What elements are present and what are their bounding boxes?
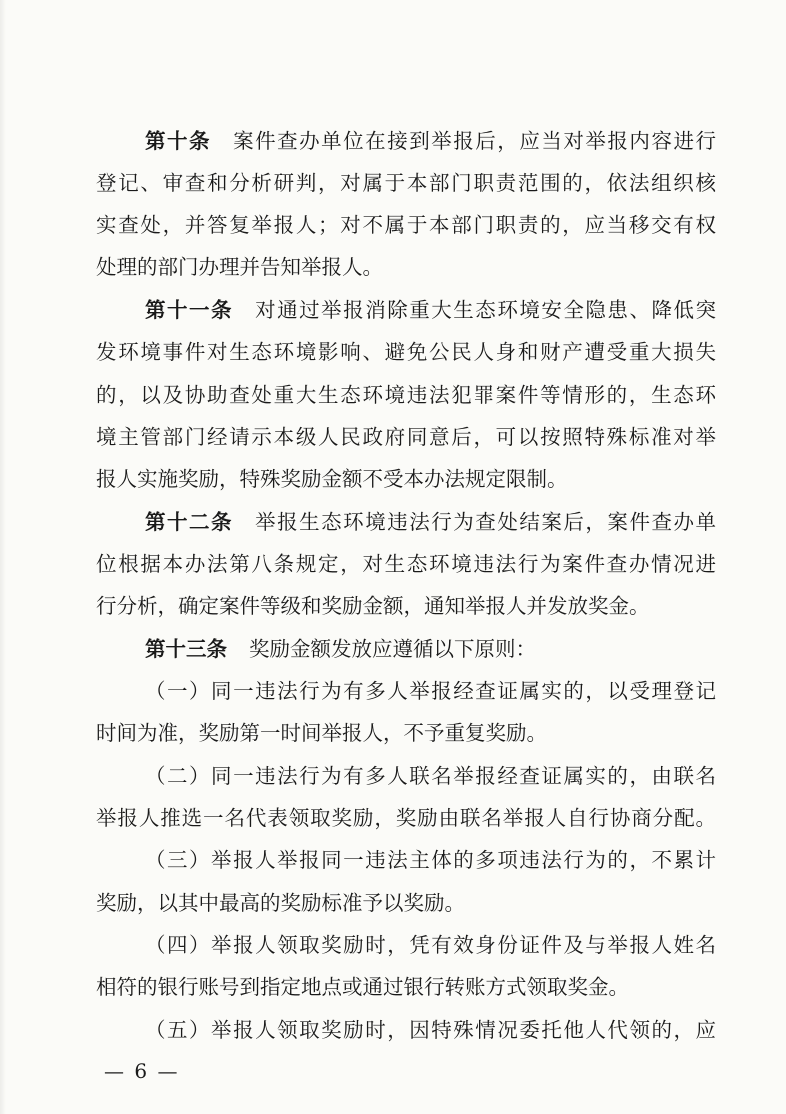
article-heading: 第十一条 [145,298,234,322]
article-10-line-2: 登记、审查和分析研判，对属于本部门职责范围的，依法组织核 [96,171,716,195]
article-11-line-5: 报人实施奖励，特殊奖励金额不受本办法规定限制。 [96,467,568,491]
line-text: 对通过举报消除重大生态环境安全隐患、降低突 [255,298,716,322]
article-heading: 第十条 [145,129,212,153]
article-12-line-2: 位根据本办法第八条规定，对生态环境违法行为案件查办情况进 [96,552,716,576]
article-11-line-3: 的，以及协助查处重大生态环境违法犯罪案件等情形的，生态环 [96,383,716,407]
article-13-line-1 [145,629,716,669]
item-2-line-1: （二）同一违法行为有多人联名举报经查证属实的，由联名 [145,764,716,788]
item-4-line-1: （四）举报人领取奖励时，凭有效身份证件及与举报人姓名 [145,933,716,957]
item-2-line-2: 举报人推选一名代表领取奖励，奖励由联名举报人自行协商分配。 [96,806,716,830]
article-11-line-2: 发环境事件对生态环境影响、避免公民人身和财产遭受重大损失 [96,340,716,364]
article-12-line-3: 行分析，确定案件等级和奖励金额，通知举报人并发放奖金。 [96,594,650,618]
item-1-line-1: （一）同一违法行为有多人举报经查证属实的，以受理登记 [145,679,716,703]
item-1-line-2: 时间为准，奖励第一时间举报人，不予重复奖励。 [96,721,547,745]
line-text: 举报生态环境违法行为查处结案后，案件查办单 [255,510,716,534]
article-heading: 第十二条 [145,510,234,534]
item-4-line-2: 相符的银行账号到指定地点或通过银行转账方式领取奖金。 [96,975,629,999]
page-number: — 6 — [104,1059,180,1083]
item-5-line-1: （五）举报人领取奖励时，因特殊情况委托他人代领的，应 [145,1018,716,1042]
article-11-line-1 [145,290,716,330]
line-text: 奖励金额发放应遵循以下原则： [249,637,536,661]
item-3-line-2: 奖励，以其中最高的奖励标准予以奖励。 [96,891,465,915]
article-10-line-4: 处理的部门办理并告知举报人。 [96,255,383,279]
line-text: 案件查办单位在接到举报后，应当对举报内容进行 [233,129,716,153]
article-12-line-1 [145,502,716,542]
article-11-line-4: 境主管部门经请示本级人民政府同意后，可以按照特殊标准对举 [96,425,716,449]
article-heading: 第十三条 [145,637,227,661]
item-3-line-1: （三）举报人举报同一违法主体的多项违法行为的，不累计 [145,848,716,872]
article-10-line-1 [145,121,716,161]
article-10-line-3: 实查处，并答复举报人；对不属于本部门职责的，应当移交有权 [96,213,716,237]
